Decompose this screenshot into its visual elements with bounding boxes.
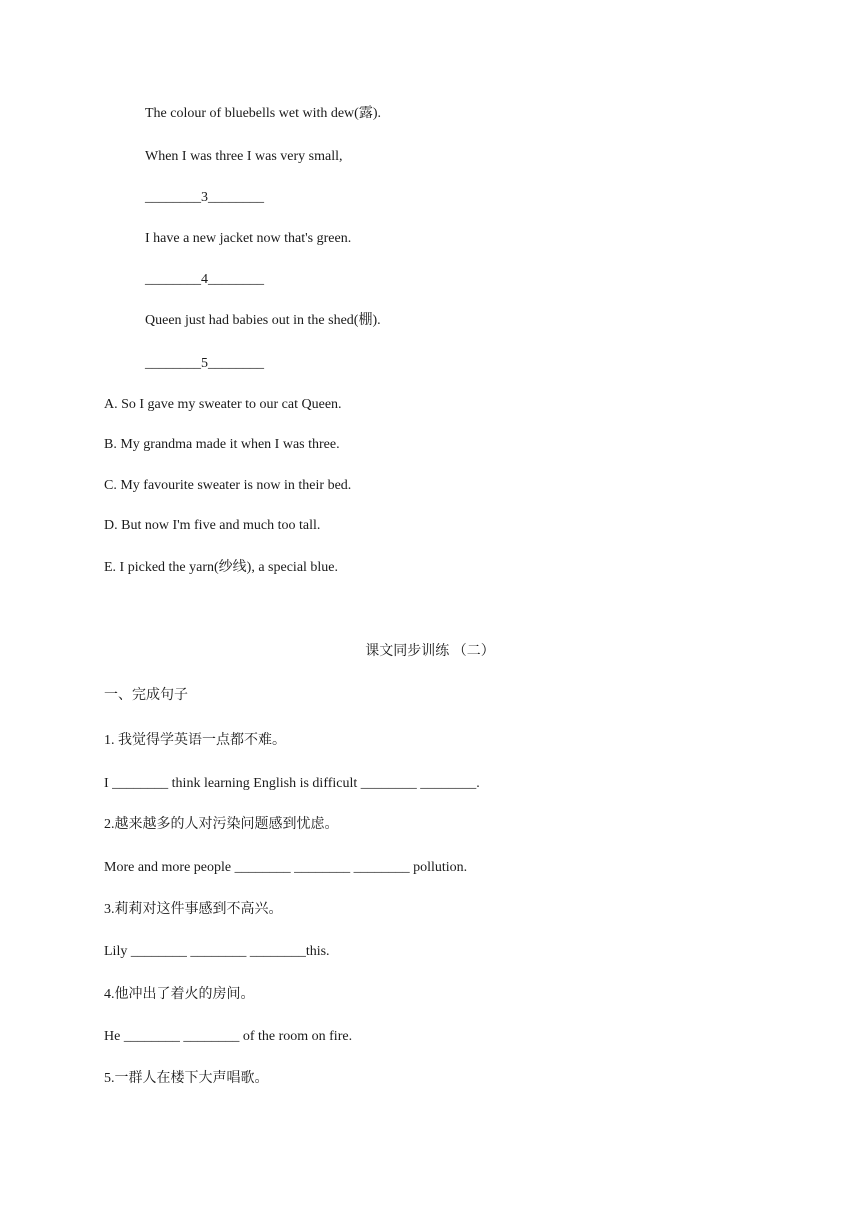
option-item: B. My grandma made it when I was three. xyxy=(104,437,340,452)
poem-line: I have a new jacket now that's green. xyxy=(145,231,352,246)
poem-blank-3: ________3________ xyxy=(145,190,264,205)
question-chinese: 4.他冲出了着火的房间。 xyxy=(104,987,255,1002)
question-chinese: 5.一群人在楼下大声唱歌。 xyxy=(104,1071,269,1086)
option-item: D. But now I'm five and much too tall. xyxy=(104,518,321,533)
section-title: 课文同步训练 （二） xyxy=(365,644,495,659)
question-english: He ________ ________ of the room on fire. xyxy=(104,1029,353,1044)
section-heading: 一、完成句子 xyxy=(104,688,188,703)
question-chinese: 2.越来越多的人对污染问题感到忧虑。 xyxy=(104,817,339,832)
question-english: Lily ________ ________ ________this. xyxy=(104,944,330,959)
option-item: A. So I gave my sweater to our cat Queen. xyxy=(104,397,342,412)
option-item: E. I picked the yarn(纱线), a special blue. xyxy=(104,560,339,575)
option-item: C. My favourite sweater is now in their bed. xyxy=(104,478,352,493)
poem-line: The colour of bluebells wet with dew(露). xyxy=(145,106,381,121)
poem-line: When I was three I was very small, xyxy=(145,149,343,164)
question-chinese: 3.莉莉对这件事感到不高兴。 xyxy=(104,902,283,917)
poem-line: Queen just had babies out in the shed(棚). xyxy=(145,313,381,328)
question-chinese: 1. 我觉得学英语一点都不难。 xyxy=(104,733,286,748)
question-english: I ________ think learning English is difficult ________ ________. xyxy=(104,776,480,791)
poem-blank-4: ________4________ xyxy=(145,272,264,287)
question-english: More and more people ________ ________ ________ pollution. xyxy=(104,860,468,875)
poem-blank-5: ________5________ xyxy=(145,356,264,371)
